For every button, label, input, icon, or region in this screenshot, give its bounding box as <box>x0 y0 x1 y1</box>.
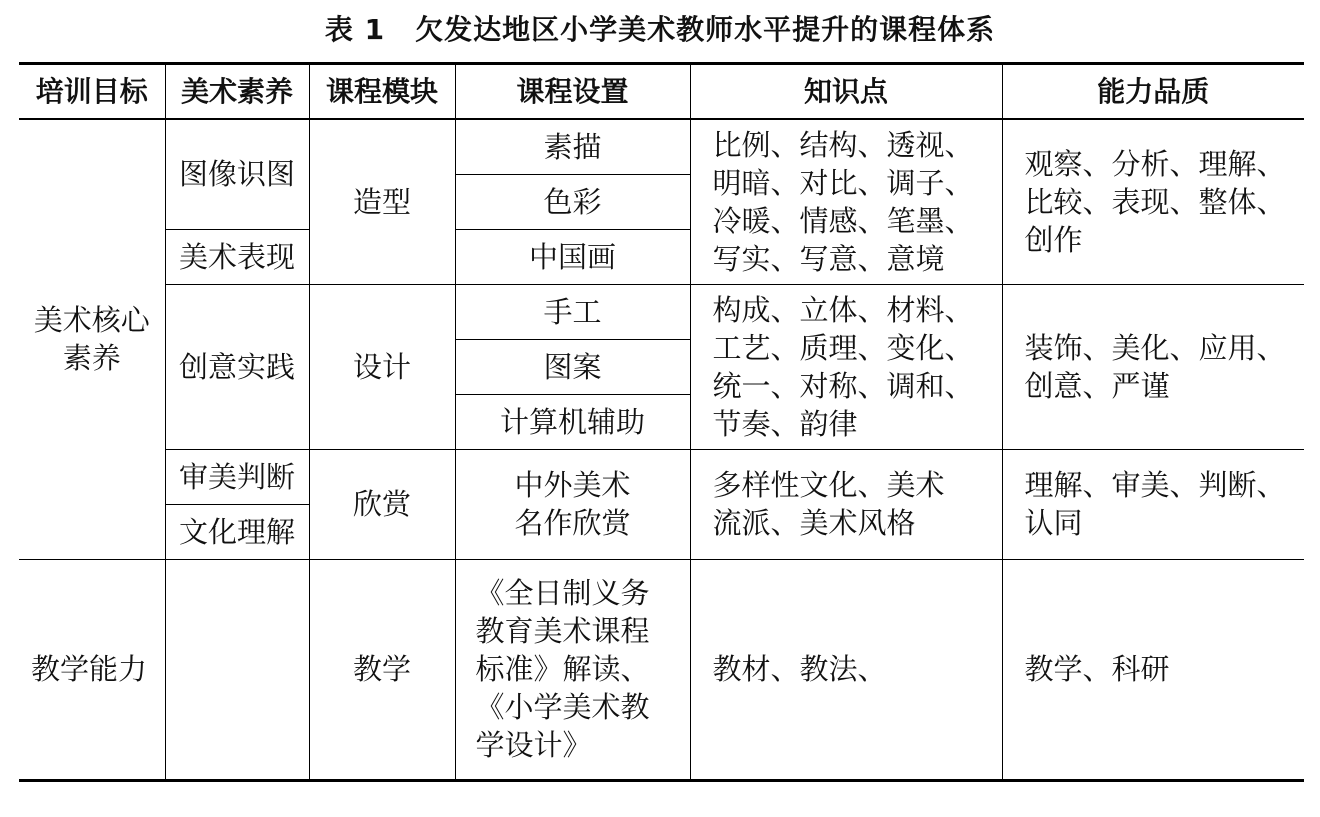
course-color: 色彩 <box>455 174 690 229</box>
table-caption <box>0 10 1320 50</box>
ability-appreciation: 理解、审美、判断、 认同 <box>1002 449 1304 559</box>
table-number: 表 1 <box>324 13 386 46</box>
course-curriculum-standard: 《全日制义务 教育美术课程 标准》解读、 《小学美术教 学设计》 <box>455 559 690 780</box>
literacy-creative-practice: 创意实践 <box>165 284 309 449</box>
knowledge-teaching: 教材、教法、 <box>690 559 1002 780</box>
ability-design: 装饰、美化、应用、 创意、严谨 <box>1002 284 1304 449</box>
header-course: 课程设置 <box>455 64 690 120</box>
literacy-expression: 美术表现 <box>165 229 309 284</box>
header-goal: 培训目标 <box>19 64 165 120</box>
header-ability: 能力品质 <box>1002 64 1304 120</box>
knowledge-appreciation: 多样性文化、美术 流派、美术风格 <box>690 449 1002 559</box>
table-row <box>19 559 1304 780</box>
table-row <box>19 119 1304 174</box>
literacy-image-recognition: 图像识图 <box>165 119 309 229</box>
module-teaching: 教学 <box>309 559 455 780</box>
ability-teaching: 教学、科研 <box>1002 559 1304 780</box>
table-title: 欠发达地区小学美术教师水平提升的课程体系 <box>415 13 996 46</box>
module-appreciation: 欣赏 <box>309 449 455 559</box>
header-row <box>19 64 1304 120</box>
literacy-cultural-understanding: 文化理解 <box>165 504 309 559</box>
course-sketch: 素描 <box>455 119 690 174</box>
goal-teaching-ability: 教学能力 <box>19 559 165 780</box>
ability-modeling: 观察、分析、理解、 比较、表现、整体、 创作 <box>1002 119 1304 284</box>
table-row <box>19 449 1304 504</box>
table-row <box>19 284 1304 339</box>
course-computer-aided: 计算机辅助 <box>455 394 690 449</box>
course-pattern: 图案 <box>455 339 690 394</box>
goal-core-literacy: 美术核心 素养 <box>19 119 165 559</box>
course-masterpiece-appreciation: 中外美术 名作欣赏 <box>455 449 690 559</box>
module-modeling: 造型 <box>309 119 455 284</box>
literacy-empty <box>165 559 309 780</box>
module-design: 设计 <box>309 284 455 449</box>
course-handcraft: 手工 <box>455 284 690 339</box>
header-knowledge: 知识点 <box>690 64 1002 120</box>
knowledge-modeling: 比例、结构、透视、 明暗、对比、调子、 冷暖、情感、笔墨、 写实、写意、意境 <box>690 119 1002 284</box>
course-system-table <box>19 62 1304 782</box>
header-module: 课程模块 <box>309 64 455 120</box>
knowledge-design: 构成、立体、材料、 工艺、质理、变化、 统一、对称、调和、 节奏、韵律 <box>690 284 1002 449</box>
header-literacy: 美术素养 <box>165 64 309 120</box>
course-chinese-painting: 中国画 <box>455 229 690 284</box>
literacy-aesthetic-judgment: 审美判断 <box>165 449 309 504</box>
